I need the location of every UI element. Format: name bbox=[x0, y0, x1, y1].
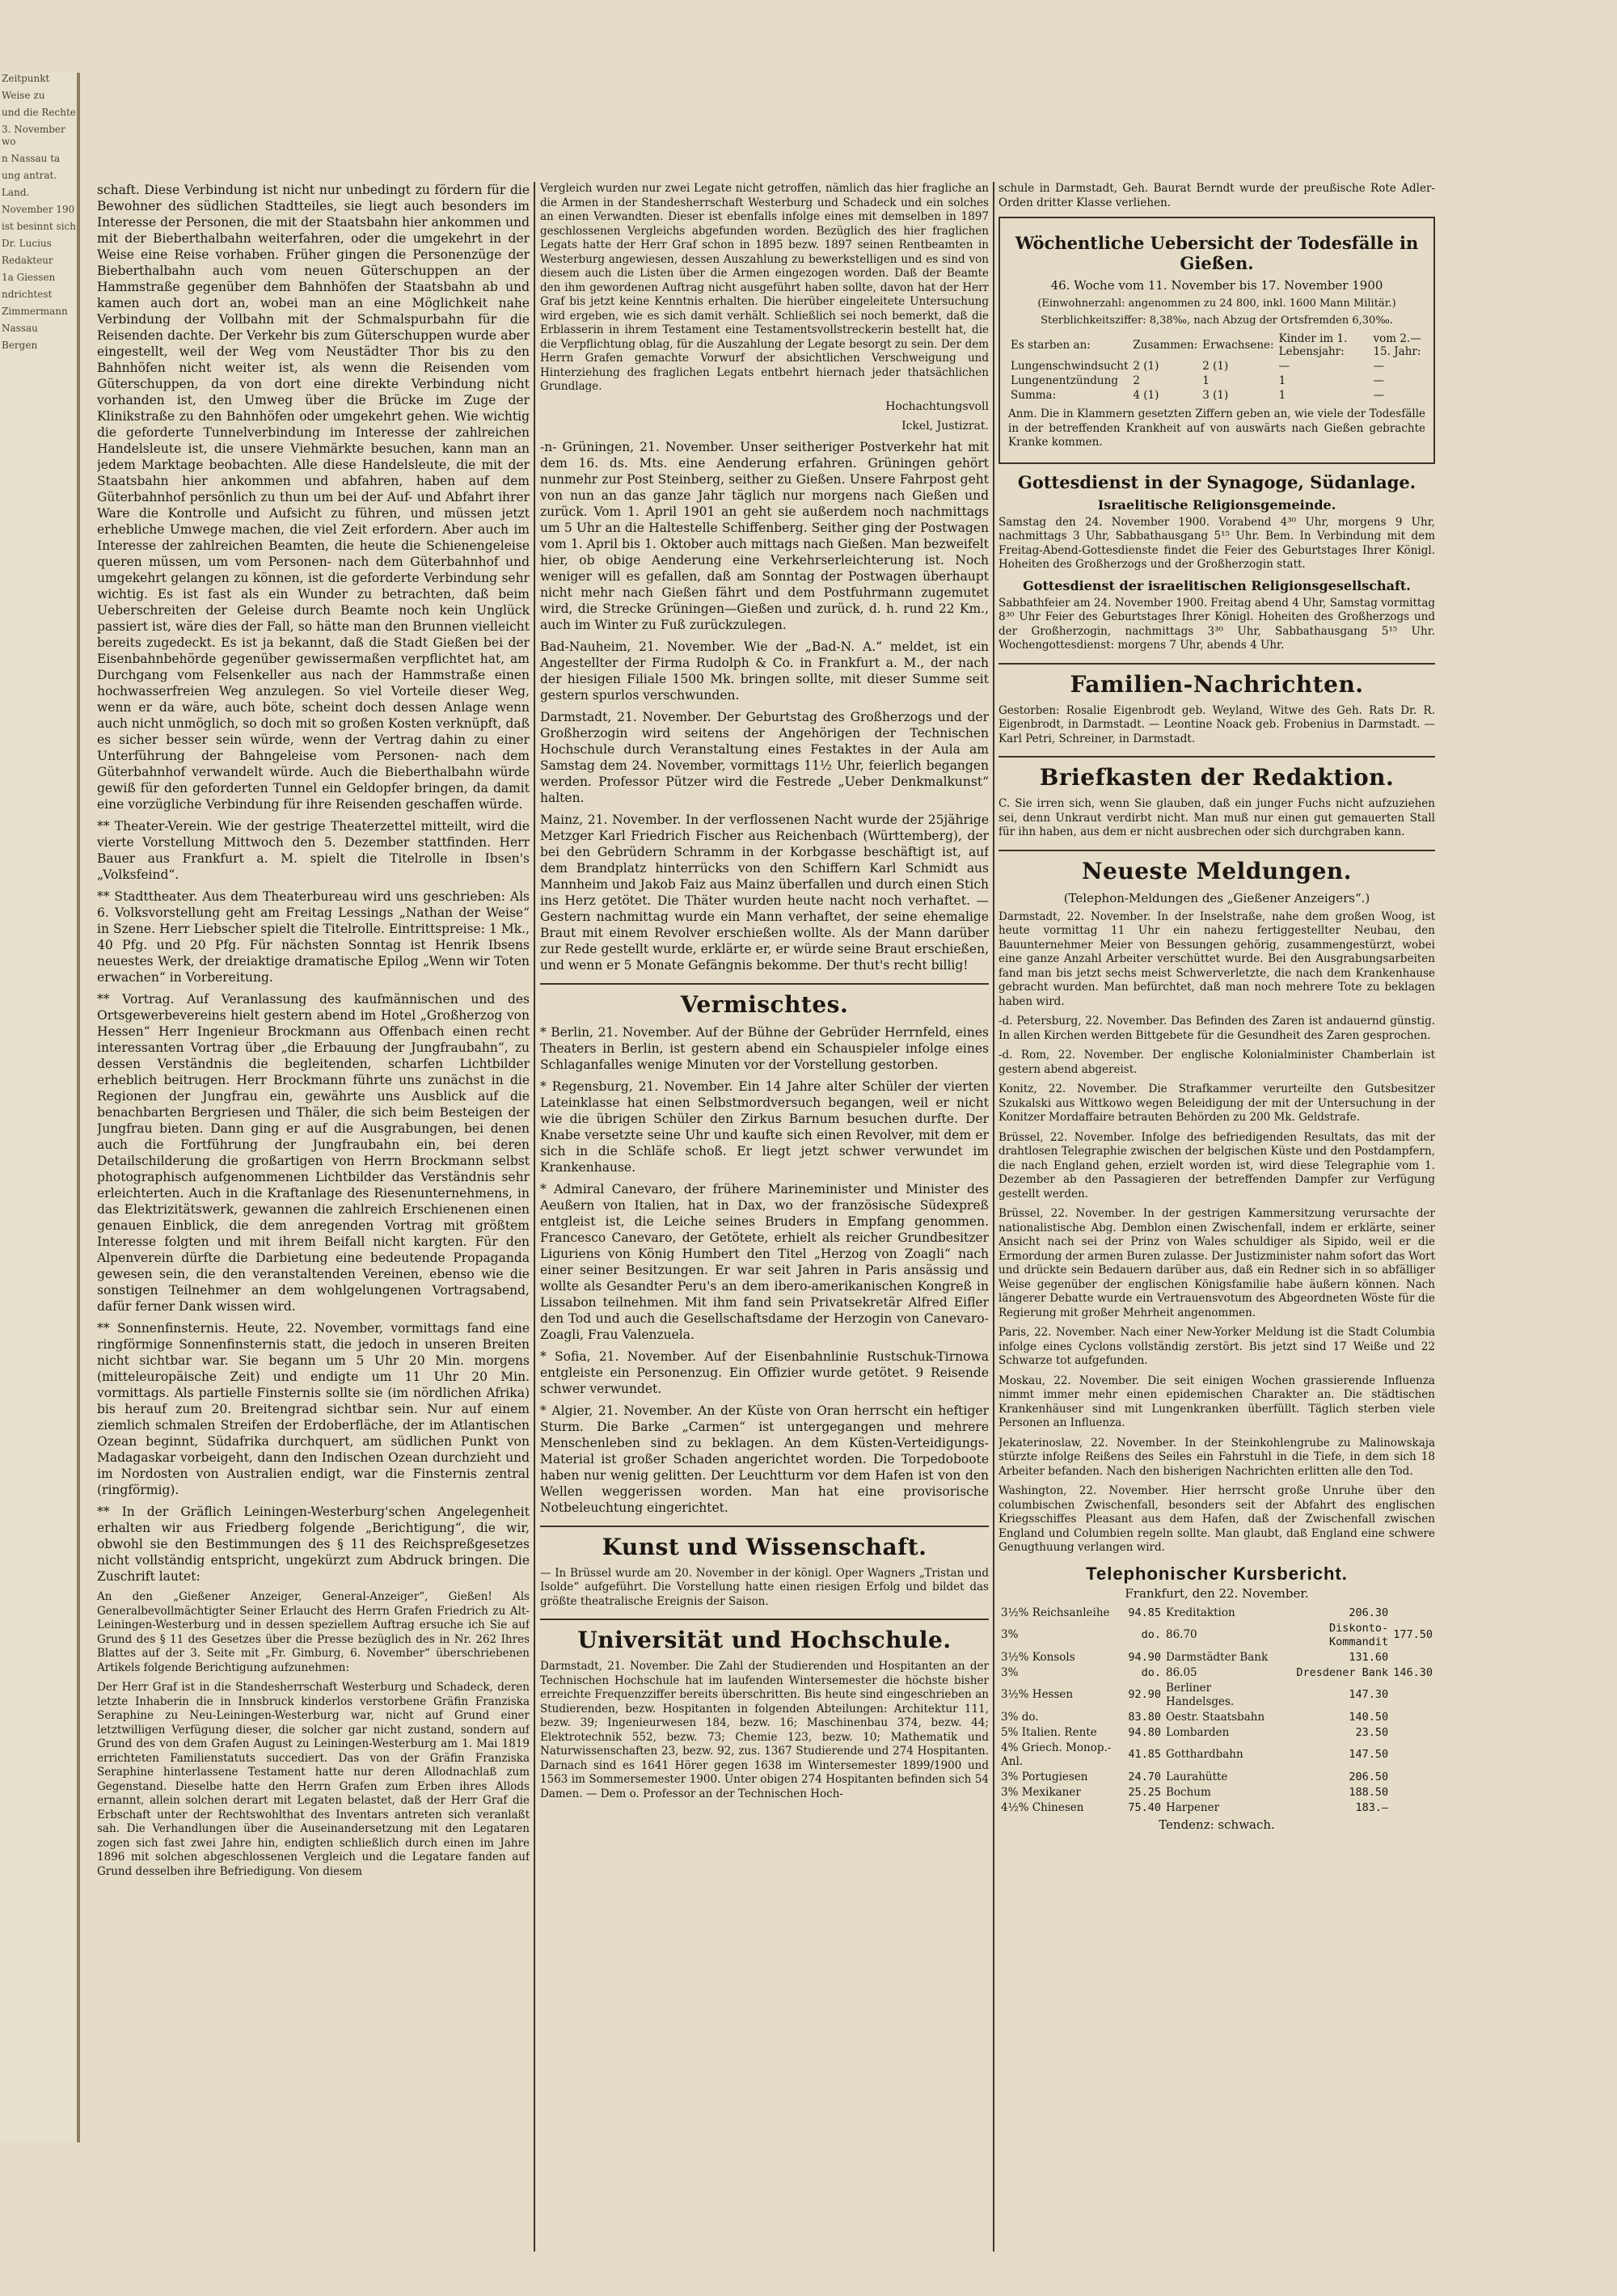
adjacent-text-fragment: Weise zu bbox=[2, 90, 45, 101]
signature: Ickel, Justizrat. bbox=[901, 419, 989, 433]
stock-cell: 146.30 bbox=[1393, 1665, 1433, 1679]
religion-society-title: Gottesdienst der israelitischen Religionsgesellschaft. bbox=[1023, 577, 1411, 593]
stock-cell: 3% bbox=[1001, 1665, 1019, 1679]
adjacent-page-strip bbox=[0, 73, 80, 2142]
deaths-head: Erwachsene: bbox=[1202, 339, 1274, 352]
stock-cell: 131.60 bbox=[1349, 1650, 1389, 1664]
stock-cell: 183.— bbox=[1355, 1800, 1389, 1814]
article-paragraph: Darmstadt, 21. November. Die Zahl der Studierenden und Hospitanten an der Technischen Hochschule hat im laufenden Wintersemester die höchste bisher erreichte Frequenzziffer bereits überschritten. Bis heute sind eingeschrieben an Studierenden, bezw. Hospitanten in folgenden Abteilungen: Architektur 111, bezw. 39; Ingenieurwesen 184, bezw. 16; Maschinenbau 374, bezw. 44; Elektrotechnik 552, bezw. 73; Chemie 123, bezw. 10; Mathematik und Naturwissenschaften 23, bezw. 92, zus. 1367 Studierende und 274 Hospitanten. Darnach sind es 1641 Hörer gegen 1638 im Wintersemester 1899/1900 und 1563 im Sommersemester 1900. Unter obigen 274 Hospitanten befinden sich 54 Damen. — Dem o. Professor an der Technischen Hoch- bbox=[540, 1660, 989, 1800]
stock-cell: 4½% Chinesen bbox=[1001, 1800, 1084, 1814]
stock-cell: Lombarden bbox=[1165, 1725, 1230, 1739]
news-item: Konitz, 22. November. Die Strafkammer verurteilte den Gutsbesitzer Szukalski aus Wittkowo wegen Beleidigung der mit der Untersuchung in der Konitzer Mordaffaire betrauten Behörden zu 200 Mk. Geldstrafe. bbox=[998, 1083, 1435, 1124]
table-row bbox=[998, 1665, 1435, 1681]
stock-cell: Diskonto-Kommandit bbox=[1329, 1621, 1389, 1648]
death-statistics-box bbox=[998, 217, 1435, 464]
letterbox-title: Briefkasten der Redaktion. bbox=[998, 756, 1435, 791]
stock-cell: 3½% Reichsanleihe bbox=[1001, 1606, 1110, 1619]
stock-report-subtitle: Frankfurt, den 22. November. bbox=[1125, 1585, 1309, 1601]
cell: 2 bbox=[1133, 374, 1140, 387]
stock-cell: 4% Griech. Monop.-Anl. bbox=[1001, 1741, 1112, 1768]
deaths-title: Wöchentliche Uebersicht der Todesfälle in Gießen. bbox=[1015, 233, 1419, 273]
stock-report-title: Telephonischer Kursbericht. bbox=[1086, 1563, 1348, 1584]
deaths-rate: Sterblichkeitsziffer: 8,38‰, nach Abzug der Ortsfremden 6,30‰. bbox=[1041, 314, 1393, 327]
adjacent-text-fragment: Dr. Lucius bbox=[2, 238, 52, 249]
stock-cell: 94.85 bbox=[1128, 1606, 1161, 1619]
news-item: Darmstadt, 22. November. In der Inselstraße, nahe dem großen Woog, ist heute vormittag 11 Uhr ein nahezu fertiggestellter Neubau, den Bauunternehmer Meier von Bessungen gehörig, zusammengestürzt, wobei eine ganze Anzahl Arbeiter verschüttet wurde. Bei den Ausgrabungsarbeiten fand man bis jetzt sechs meist Schwerverletzte, die nach dem Krankenhause gebracht wurden. Man befürchtet, daß man noch mehrere Tote zu beklagen haben wird. bbox=[998, 910, 1435, 1008]
article-paragraph: ** Vortrag. Auf Veranlassung des kaufmännischen und des Ortsgewerbevereins hielt gestern abend im Hotel „Großherzog von Hessen“ Herr Ingenieur Brockmann aus Offenbach einen recht interessanten Vortrag über „die Erbauung der Jungfraubahn“, zu dessen Verständnis die begleitenden, scharfen Lichtbilder erheblich beitrugen. Herr Brockmann führte uns zunächst in die Regionen der Jungfrau ein, gewährte uns Ausblick auf die benachbarten Bergriesen und Thäler, die sich beim Besteigen der Jungfrau bieten. Dann ging er auf die Ausgrabungen, bei denen auch die Fortführung der Jungfraubahn ein, bei deren Detailschilderung die großartigen von Herrn Brockmann selbst photographisch aufgenommenen Lichtbilder das Verständnis sehr erleichterten. Auch in die Kraftanlage des Riesenunternehmens, in das Elektrizitätswerk, gewannen die zahlreich Erschienenen einen genauen Einblick, die dem anregenden Vortrag mit größtem Interesse folgten und mit ihrem Beifall nicht kargten. Für den Alpenverein dürfte die Darbietung eine bedeutende Propaganda gewesen sein, die den veranstaltenden Vereinen, ebenso wie die sonstigen Teilnehmer an dem wohlgelungenen Vortragsabend, dafür ferner Dank wissen wird. bbox=[97, 992, 530, 1314]
article-paragraph: * Admiral Canevaro, der frühere Marineminister und Minister des Aeußern von Italien, hat in Dax, wo der französische Südexpreß entgleist ist, die Leiche seines Bruders in Empfang genommen. Francesco Canevaro, der Getötete, erhielt als reicher Grundbesitzer Liguriens von König Humbert den Titel „Herzog von Zoagli“ nach einer seiner Besitzungen. Er war seit Jahren in Paris ansässig und wollte als Gesandter Peru's an dem ibero-amerikanischen Kongreß in Lissabon teilnehmen. Mit ihm fand sein Privatsekretär Alfred Eifler den Tod und auch die Gesellschaftsdame der Herzogin von Canevaro-Zoagli, Frau Valenzuela. bbox=[540, 1181, 989, 1342]
column-rule bbox=[993, 182, 994, 2252]
deaths-week: 46. Woche vom 11. November bis 17. November 1900 bbox=[1050, 278, 1383, 293]
text-intro: schule in Darmstadt, Geh. Baurat Berndt wurde der preußische Rote Adler-Orden dritter Klasse verliehen. bbox=[998, 182, 1435, 209]
stock-cell: 75.40 bbox=[1128, 1800, 1161, 1814]
deaths-population: (Einwohnerzahl: angenommen zu 24 800, inkl. 1600 Mann Militär.) bbox=[1037, 298, 1396, 310]
deaths-head: Es starben an: bbox=[1011, 339, 1091, 352]
news-item: Moskau, 22. November. Die seit einigen Wochen grassierende Influenza nimmt immer mehr einen epidemischen Charakter an. Die städtischen Krankenhäuser sind mit Lungenkranken überfüllt. Täglich sterben viele Personen an Influenza. bbox=[998, 1374, 1435, 1429]
deaths-note: Anm. Die in Klammern gesetzten Ziffern geben an, wie viele der Todesfälle in der betreffenden Krankheit auf von auswärts nach Gießen gebrachte Kranke kommen. bbox=[1008, 407, 1425, 449]
stock-cell: Kreditaktion bbox=[1165, 1606, 1235, 1619]
cell: — bbox=[1373, 374, 1384, 387]
table-row bbox=[998, 1785, 1435, 1800]
section-heading: Universität und Hochschule. bbox=[540, 1619, 989, 1653]
stock-cell: 140.50 bbox=[1349, 1710, 1389, 1724]
stock-cell: Bochum bbox=[1165, 1785, 1211, 1799]
news-item: Paris, 22. November. Nach einer New-Yorker Meldung ist die Stadt Columbia infolge eines Cyclons vollständig zerstört. Bis jetzt sind 17 Weiße und 22 Schwarze tot aufgefunden. bbox=[998, 1326, 1435, 1367]
cell: 2 (1) bbox=[1133, 360, 1159, 373]
article-paragraph: ** Sonnenfinsternis. Heute, 22. November, vormittags fand eine ringförmige Sonnenfinsternis statt, die jedoch in unseren Breiten nicht sichtbar war. Sie begann um 5 Uhr 20 Min. morgens (mitteleuropäische Zeit) und endigte um 11 Uhr 20 Min. vormittags. Als partielle Finsternis sollte sie (im nördlichen Afrika) bis herauf zum 20. Breitengrad sichtbar sein. Nur auf einem ziemlich schmalen Streifen der Erdoberfläche, der im Atlantischen Ozean beginnt, Südafrika durchquert, am südlichen Punkt von Madagaskar vorbeigeht, dann den Indischen Ozean durchzieht und im Nordosten von Australien endigt, war die Finsternis zentral (ringförmig). bbox=[97, 1321, 530, 1497]
stock-cell: Laurahütte bbox=[1165, 1770, 1228, 1783]
adjacent-text-fragment: Nassau bbox=[2, 323, 38, 334]
stock-cell: 147.30 bbox=[1349, 1688, 1389, 1701]
stock-cell: 3% Mexikaner bbox=[1001, 1785, 1081, 1799]
news-item: Washington, 22. November. Hier herrscht große Unruhe über den columbischen Zwischenfall, besonders seit der Abfahrt des englischen Kriegsschiffes Pleasant aus dem Hafen, daß der Zwischenfall zwischen England und Columbien regeln sollte. Man glaubt, daß England eine schwere Genugthuung verlangen wird. bbox=[998, 1484, 1435, 1554]
table-row bbox=[1008, 388, 1425, 403]
stock-cell: 177.50 bbox=[1393, 1628, 1433, 1641]
stock-cell: 206.50 bbox=[1349, 1770, 1389, 1783]
stock-cell: Dresdener Bank bbox=[1296, 1665, 1389, 1679]
religion-society-text: Sabbathfeier am 24. November 1900. Freitag abend 4 Uhr, Samstag vormittag 8³⁰ Uhr Feier des Geburtstages Ihrer Königl. Hoheiten des Großherzogs und der Großherzogin, nachmittags 3³⁰ Uhr, Sabbathausgang 5¹⁵ Uhr. Wochengottesdienst: morgens 7 Uhr, abends 4 Uhr. bbox=[998, 596, 1435, 652]
table-row bbox=[998, 1710, 1435, 1725]
table-row bbox=[998, 1621, 1435, 1650]
stock-cell: 206.30 bbox=[1349, 1606, 1389, 1619]
stock-cell: 83.80 bbox=[1128, 1710, 1161, 1724]
section-heading: Vermischtes. bbox=[540, 983, 989, 1018]
stock-cell: Oestr. Staatsbahn bbox=[1165, 1710, 1265, 1724]
adjacent-text-fragment: November 190 bbox=[2, 204, 75, 215]
adjacent-text-fragment: 1a Giessen bbox=[2, 272, 56, 283]
column-3 bbox=[998, 182, 1435, 2252]
article-paragraph: ** Theater-Verein. Wie der gestrige Theaterzettel mitteilt, wird die vierte Vorstellung Mittwoch den 5. Dezember stattfinden. Herr Bauer aus Frankfurt a. M. spielt die Titelrolle in Ibsen's „Volksfeind“. bbox=[97, 819, 530, 882]
stock-cell: 25.25 bbox=[1128, 1785, 1161, 1799]
stock-cell: Darmstädter Bank bbox=[1165, 1650, 1269, 1664]
latest-news-title: Neueste Meldungen. bbox=[998, 850, 1435, 884]
synagogue-title: Gottesdienst in der Synagoge, Südanlage. bbox=[1017, 471, 1416, 492]
stock-cell: Berliner Handelsges. bbox=[1165, 1681, 1235, 1708]
synagogue-subtitle: Israelitische Religionsgemeinde. bbox=[1097, 496, 1336, 513]
table-row bbox=[998, 1725, 1435, 1741]
stock-cell: 188.50 bbox=[1349, 1785, 1389, 1799]
article-paragraph: ** Stadttheater. Aus dem Theaterbureau wird uns geschrieben: Als 6. Volksvorstellung geht am Freitag Lessings „Nathan der Weise“ in Szene. Herr Liebscher spielt die Titelrolle. Eintrittspreise: 1 Mk., 40 Pfg. und 20 Pfg. Für nächsten Sonntag ist Henrik Ibsens neuestes Werk, der dreiaktige dramatische Epilog „Wenn wir Toten erwachen“ in Vorbereitung. bbox=[97, 889, 530, 985]
article-paragraph: Darmstadt, 21. November. Der Geburtstag des Großherzogs und der Großherzogin wird seitens der Angehörigen der Technischen Hochschule durch Veranstaltung eines Festaktes in der Aula am Samstag dem 24. November, vormittags 11½ Uhr, feierlich begangen werden. Professor Pützer wird die Festrede „Ueber Denkmalkunst“ halten. bbox=[540, 709, 989, 805]
family-news-text: Gestorben: Rosalie Eigenbrodt geb. Weyland, Witwe des Geh. Rats Dr. R. Eigenbrodt, in Darmstadt. — Leontine Noack geb. Frobenius in Darmstadt. — Karl Petri, Schreiner, in Darmstadt. bbox=[998, 703, 1435, 745]
stock-cell: 86.70 bbox=[1165, 1628, 1197, 1641]
news-item: -d. Rom, 22. November. Der englische Kolonialminister Chamberlain ist gestern abend abgereist. bbox=[998, 1049, 1435, 1076]
adjacent-text-fragment: und die Rechte bbox=[2, 107, 76, 118]
stock-cell: 3% Portugiesen bbox=[1001, 1770, 1088, 1783]
table-row bbox=[998, 1800, 1435, 1816]
stock-cell: 94.80 bbox=[1128, 1725, 1161, 1739]
table-row bbox=[998, 1650, 1435, 1665]
stock-cell: 86.05 bbox=[1165, 1665, 1197, 1679]
article-paragraph: ** In der Gräflich Leiningen-Westerburg'schen Angelegenheit erhalten wir aus Friedberg folgende „Berichtigung“, die wir, obwohl sie den Bestimmungen des § 11 des Reichspreßgesetzes nicht vollständig entspricht, ungekürzt zum Abdruck bringen. Die Zuschrift lautet: bbox=[97, 1505, 530, 1584]
adjacent-text-fragment: ndrichtest bbox=[2, 289, 53, 300]
news-item: -d. Petersburg, 22. November. Das Befinden des Zaren ist andauernd günstig. In allen Kirchen werden Bittgebete für die Gesundheit des Zaren gesprochen. bbox=[998, 1015, 1435, 1042]
article-paragraph: — In Brüssel wurde am 20. November in der königl. Oper Wagners „Tristan und Isolde“ aufgeführt. Die Vorstellung hatte einen riesigen Erfolg und bildet das größte theatralische Ereignis der Saison. bbox=[540, 1566, 989, 1608]
deaths-head: Kinder im 1. Lebensjahr: bbox=[1278, 332, 1348, 358]
signature: Hochachtungsvoll bbox=[885, 399, 989, 413]
article-paragraph: Vergleich wurden nur zwei Legate nicht getroffen, nämlich das hier fragliche an die Armen in der Standesherrschaft Westerburg und Schadeck und ein solches an einen Verwandten. Dieser ist ebenfalls infolge eines mit demselben in 1897 geschlossenen Vergleichs abgefunden worden. Bezüglich des hier fraglichen Legats hatte der Herr Graf schon in 1895 bezw. 1897 seinen Rentbeamten in Westerburg angewiesen, dessen Auszahlung zu bewerkstelligen und es sind von diesem auch die Listen über die Armen eingezogen worden. Daß der Beamte den ihm gewordenen Auftrag nicht ausgeführt haben sollte, davon hat der Herr Graf bis jetzt keine Kenntnis erhalten. Die hierüber eingeleitete Untersuchung wird ergeben, wie es sich damit verhält. Schließlich sei noch bemerkt, daß die Erblasserin in ihrem Testament eine Testamentsvollstreckerin bestellt hat, die die Verpflichtung oblag, für die Auszahlung der Legate besorgt zu sein. Der dem Herrn Grafen gemachte Vorwurf der absichtlichen Verschweigung und Hinterziehung des fraglichen Legats entbehrt hiernach jeder thatsächlichen Grundlage. bbox=[540, 182, 989, 393]
article-paragraph: -n- Grüningen, 21. November. Unser seitheriger Postverkehr hat mit dem 16. ds. Mts. eine Aenderung erfahren. Grüningen gehört nunmehr zur Post Steinberg, seither zu Gießen. Unsere Fahrpost geht von nun an das ganze Jahr täglich nur morgens nach Gießen und zurück. Vom 1. April 1901 an geht sie außerdem noch nachmittags um 5 Uhr an die Haltestelle Schiffenberg. Seither ging der Postwagen vom 1. April bis 1. Oktober auch mittags nach Gießen. Man bezweifelt hier, ob obige Aenderung eine Verkehrserleichterung ist. Noch weniger will es gefallen, daß am Sonntag der Postwagen überhaupt nicht mehr nach Gießen fährt und dem Postfuhrmann zugemutet wird, die Strecke Grüningen—Gießen und zurück, d. h. rund 22 Km., auch im Winter zu Fuß zurückzulegen. bbox=[540, 439, 989, 632]
latest-news-list bbox=[998, 910, 1435, 1555]
table-row bbox=[998, 1770, 1435, 1785]
section-heading: Kunst und Wissenschaft. bbox=[540, 1526, 989, 1560]
column-1 bbox=[97, 182, 530, 2252]
stock-cell: 23.50 bbox=[1355, 1725, 1389, 1739]
cell: Lungenentzündung bbox=[1011, 374, 1118, 387]
stock-table bbox=[998, 1606, 1435, 1816]
article-paragraph: * Sofia, 21. November. Auf der Eisenbahnlinie Rustschuk-Tirnowa entgleiste ein Personenzug. Ein Offizier wurde getötet. 9 Reisende schwer verwundet. bbox=[540, 1348, 989, 1396]
adjacent-text-fragment: Bergen bbox=[2, 340, 38, 351]
stock-cell: 92.90 bbox=[1128, 1688, 1161, 1701]
stock-cell: 147.50 bbox=[1349, 1748, 1389, 1761]
cell: 3 (1) bbox=[1202, 389, 1229, 402]
news-item: Brüssel, 22. November. In der gestrigen Kammersitzung verursachte der nationalistische Abg. Demblon einen Zwischenfall, indem er erklärte, seiner Ansicht nach sei der Prinz von Wales schuldiger als Sipido, weil er die Ermordung der armen Buren zulasse. Der Justizminister nahm sofort das Wort und drückte sein Bedauern darüber aus, daß ein Redner sich in so abfälliger Weise gegenüber der englischen Königsfamilie habe äußern können. Nach längerer Debatte wurde ein Vertrauensvotum des Abgeordneten Wöste für die Regierung mit großer Mehrheit angenommen. bbox=[998, 1207, 1435, 1319]
cell: 1 bbox=[1278, 389, 1286, 402]
column-2 bbox=[540, 182, 989, 2252]
cell: Lungenschwindsucht bbox=[1011, 360, 1129, 373]
stock-cell: 24.70 bbox=[1128, 1770, 1161, 1783]
news-item: Brüssel, 22. November. Infolge des befriedigenden Resultats, das mit der drahtlosen Telegraphie zwischen der belgischen Küste und den Postdampfern, die nach England gehen, erzielt worden ist, wird diese Telegraphie vom 1. Dezember ab den Passagieren der betreffenden Dampfer zur Verfügung gestellt werden. bbox=[998, 1130, 1435, 1201]
latest-news-subtitle: (Telephon-Meldungen des „Gießener Anzeigers“.) bbox=[1063, 890, 1370, 905]
cell: 1 bbox=[1202, 374, 1210, 387]
table-row bbox=[998, 1681, 1435, 1710]
adjacent-text-fragment: ist besinnt sich bbox=[2, 221, 76, 232]
cell: — bbox=[1278, 360, 1290, 373]
stock-cell: 3½% Hessen bbox=[1001, 1688, 1074, 1701]
deaths-head: vom 2.—15. Jahr: bbox=[1373, 332, 1421, 358]
stock-cell: 3% do. bbox=[1001, 1710, 1039, 1724]
column-rule bbox=[534, 182, 535, 2252]
stock-tendency: Tendenz: schwach. bbox=[1159, 1817, 1275, 1832]
table-row bbox=[998, 1606, 1435, 1621]
article-paragraph: schaft. Diese Verbindung ist nicht nur unbedingt zu fördern für die Bewohner des südlichen Stadtteiles, sie liegt auch besonders im Interesse der Personen, die mit der Staatsbahn hier ankommen und mit der Bieberthalbahn weiterfahren, oder die umgekehrt in der Weise eine Reise vorhaben. Früher gingen die Personenzüge der Bieberthalbahn auch vom neuen Güterschuppen an der Hammstraße gegenüber dem Bahnhöfen der Staatsbahn ab und kamen auch dort an, wobei man an eine Möglichkeit nahe Verbindung der Vollbahn mit der Schmalspurbahn für die Reisenden dachte. Der Verkehr bis zum Güterschuppen wurde aber eingestellt, weil der Weg vom Neustädter Thor bis zu den Bahnhöfen nicht weiter ist, als wenn die Reisenden vom Güterschuppen, da von dort eine direkte Verbindung nicht vorhanden ist, den Umweg über die Brücke im Zuge der Klinikstraße zu den Bahnhöfen oder umgekehrt gehen. Wie wichtig die geforderte Tunnelverbindung im Interesse der zahlreichen Handelsleute ist, die unsere Viehmärkte besuchen, kann man an jedem Marktage beobachten. Alle diese Handelsleute, die mit der Staatsbahn hier ankommen und abfahren, haben auf dem Güterbahnhof persönlich zu thun um bei der Auf- und Abfahrt ihrer Ware die Kontrolle und Aufsicht zu führen, und müssen jetzt erhebliche Umwege machen, die viel Zeit erfordern. Aber auch im Interesse der zahlreichen Beamten, die heute die Schienengeleise queren müssen, um vom Personen- nach dem Güterbahnhof und umgekehrt gelangen zu können, ist die geforderte Verbindung sehr wichtig. Es ist fast als ein Wunder zu betrachten, daß beim Ueberschreiten der Geleise durch Beamte noch kein Unglück passiert ist, wäre dies der Fall, so hätte man den Brunnen vielleicht bereits zugedeckt. Es ist ja bekannt, daß die Stadt Gießen bei der Eisenbahnbehörde gegenüber gewissermaßen verpflichtet hat, am Durchgang vom Felsenkeller aus nach der Hammstraße einen hochwasserfreien Weg anzulegen. So viel Vorteile dieser Weg, wenn er da wäre, auch böte, scheint doch dessen Anlage wenn auch nicht unmöglich, so doch mit so großen Kosten verknüpft, daß es sicher besser sein würde, wenn der Vertrag dahin zu einer Unterführung der Bahngeleise vom Personen- nach dem Güterbahnhof verwandelt würde. Auch die Bieberthalbahn würde gewiß für den geforderten Tunnel ein Geldopfer bringen, da damit eine vorzügliche Verbindung für ihre Reisenden geschaffen würde. bbox=[97, 183, 530, 812]
stock-cell: 41.85 bbox=[1128, 1748, 1161, 1761]
cell: 1 bbox=[1278, 374, 1286, 387]
family-news-title: Familien-Nachrichten. bbox=[998, 663, 1435, 698]
stock-cell: 5% Italien. Rente bbox=[1001, 1725, 1097, 1739]
article-paragraph: Bad-Nauheim, 21. November. Wie der „Bad-N. A.“ meldet, ist ein Angestellter der Firma Rudolph & Co. in Frankfurt a. M., der nach der hiesigen Filiale 1500 Mk. bringen sollte, mit dieser Summe seit gestern spurlos verschwunden. bbox=[540, 639, 989, 703]
synagogue-text: Samstag den 24. November 1900. Vorabend 4³⁰ Uhr, morgens 9 Uhr, nachmittags 3 Uhr, Sabbathausgang 5¹⁵ Uhr. Bem. In Verbindung mit dem Freitag-Abend-Gottesdienste findet die Feier des Geburtstages Ihrer Königl. Hoheiten des Großherzogs und der Großherzogin statt. bbox=[998, 515, 1435, 571]
stock-cell: Gotthardbahn bbox=[1165, 1748, 1243, 1761]
article-paragraph: * Berlin, 21. November. Auf der Bühne der Gebrüder Herrnfeld, eines Theaters in Berlin, ist gestern abend ein Schauspieler infolge eines Schlaganfalles wenige Minuten vor der Vorstellung gestorben. bbox=[540, 1024, 989, 1072]
stock-cell: do. bbox=[1141, 1628, 1161, 1641]
cell: 4 (1) bbox=[1133, 389, 1159, 402]
article-paragraph: Der Herr Graf ist in die Standesherrschaft Westerburg und Schadeck, deren letzte Inhaberin die in Innsbruck kinderlos verstorbene Gräfin Franziska Seraphine zu Neu-Leiningen-Westerburg war, nicht auf Grund einer letztwilligen Verfügung dieser, die solcher gar nicht zustand, sondern auf Grund des von dem Grafen August zu Leiningen-Westerburg am 1. Mai 1819 errichteten Familienstatuts succediert. Das von der Gräfin Franziska Seraphine hinterlassene Testament hatte nur deren Allodnachlaß zum Gegenstand. Dieselbe hatte den Herrn Grafen zum Erben ihres Allods ernannt, allein solchen derart mit Legaten belastet, daß der Herr Graf die Erbschaft unter der Rechtswohlthat des Inventars antreten sich veranlaßt sah. Die Verhandlungen über die Auseinandersetzung mit den Legataren zogen sich fast zwei Jahre hin, endigten schließlich durch einen im Jahre 1896 mit solchen abgeschlossenen Vergleich und die Legatare fanden auf Grund desselben ihre Befriedigung. Von diesem bbox=[97, 1681, 530, 1878]
stock-cell: 3½% Konsols bbox=[1001, 1650, 1075, 1664]
article-paragraph: Mainz, 21. November. In der verflossenen Nacht wurde der 25jährige Metzger Karl Friedrich Fischer aus Reichenbach (Württemberg), der bei den Gebrüdern Schramm in der Korbgasse beschäftigt ist, auf dem Brandplatz hinterrücks von den Schiffern Karl Schmidt aus Mannheim und Jakob Faiz aus Mainz überfallen und durch einen Stich ins Herz getötet. Die Thäter wurden heute nacht noch verhaftet. — Gestern nachmittag wurde ein Mann verhaftet, der seine ehemalige Braut mit einem Revolver erschießen wollte. Als der Mann darüber zur Rede gestellt wurde, erklärte er, er würde seine Braut erschießen, und wenn er 5 Monate Gefängnis bekomme. Der thut's recht billig! bbox=[540, 812, 989, 973]
adjacent-text-fragment: Land. bbox=[2, 187, 30, 198]
cell: — bbox=[1373, 389, 1384, 402]
adjacent-text-fragment: Zimmermann bbox=[2, 306, 68, 317]
stock-cell: 3% bbox=[1001, 1628, 1019, 1641]
adjacent-text-fragment: 3. November wo bbox=[2, 124, 65, 147]
deaths-head: Zusammen: bbox=[1133, 339, 1198, 352]
deaths-table bbox=[1008, 331, 1425, 403]
letterbox-text: C. Sie irren sich, wenn Sie glauben, daß ein junger Fuchs nicht aufzuziehen sei, denn Unkraut verdirbt nicht. Man muß nur einen gut gemauerten Stall für ihn haben, aus dem er nicht ausbrechen oder sich durchgraben kann. bbox=[998, 797, 1435, 838]
cell: — bbox=[1373, 360, 1384, 373]
article-paragraph: * Algier, 21. November. An der Küste von Oran herrscht ein heftiger Sturm. Die Barke „Carmen“ ist untergegangen und mehrere Menschenleben sind zu beklagen. An dem Küsten-Verteidigungs-Material ist großer Schaden angerichtet worden. Die Torpedoboote haben nur wenig gelitten. Der Leuchtturm vor dem Hafen ist von den Wellen weggerissen worden. Man hat eine provisorische Notbeleuchtung eingerichtet. bbox=[540, 1403, 989, 1515]
stock-cell: 94.90 bbox=[1128, 1650, 1161, 1664]
news-item: Jekaterinoslaw, 22. November. In der Steinkohlengrube zu Malinowskaja stürzte infolge Reißens des Seiles ein Fahrstuhl in die Tiefe, in dem sich 18 Arbeiter befanden. Nach den bisherigen Nachrichten erlitten alle den Tod. bbox=[998, 1436, 1435, 1478]
cell: Summa: bbox=[1011, 389, 1057, 402]
table-row bbox=[1008, 374, 1425, 388]
article-paragraph: An den „Gießener Anzeiger, General-Anzeiger“, Gießen! Als Generalbevollmächtigter Seiner Erlaucht des Herrn Grafen Friedrich zu Alt-Leiningen-Westerburg und in dessen speziellem Auftrag ersuche ich Sie auf Grund des § 11 des Gesetzes über die Presse bezüglich des in Nr. 262 Ihres Blattes auf der 3. Seite mit „Fr. Gimburg, 6. November“ überschriebenen Artikels folgende Berichtigung aufzunehmen: bbox=[97, 1590, 530, 1674]
stock-cell: do. bbox=[1141, 1665, 1161, 1679]
article-paragraph: * Regensburg, 21. November. Ein 14 Jahre alter Schüler der vierten Lateinklasse hat einen Selbstmordversuch begangen, weil er nicht wie die übrigen Schüler den Zirkus Barnum besuchen durfte. Der Knabe versetzte seine Uhr und kaufte sich einen Revolver, mit dem er sich in die Schläfe schoß. Er liegt jetzt schwer verwundet im Krankenhause. bbox=[540, 1078, 989, 1175]
adjacent-text-fragment: Redakteur bbox=[2, 255, 53, 266]
table-row bbox=[1008, 359, 1425, 374]
adjacent-text-fragment: Zeitpunkt bbox=[2, 73, 50, 84]
stock-cell: Harpener bbox=[1165, 1800, 1220, 1814]
adjacent-text-fragment: ung antrat. bbox=[2, 170, 57, 181]
adjacent-text-fragment: n Nassau ta bbox=[2, 153, 61, 164]
table-row bbox=[998, 1741, 1435, 1770]
cell: 2 (1) bbox=[1202, 360, 1229, 373]
